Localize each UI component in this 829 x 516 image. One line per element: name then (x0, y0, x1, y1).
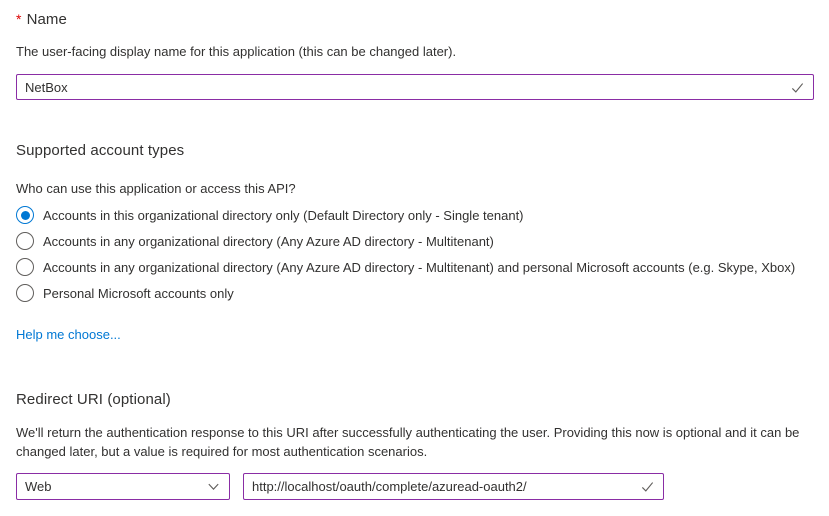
platform-select-value: Web (25, 479, 52, 494)
valid-checkmark-icon (790, 80, 805, 95)
radio-option-personal-only[interactable] (16, 284, 234, 302)
radio-button-icon[interactable] (16, 258, 34, 276)
radio-option-label: Accounts in any organizational directory (Any Azure AD directory - Multitenant) (43, 233, 494, 249)
valid-checkmark-icon (640, 479, 655, 494)
redirect-uri-heading: Redirect URI (optional) (16, 391, 171, 408)
radio-button-icon[interactable] (16, 232, 34, 250)
radio-option-label: Accounts in any organizational directory (Any Azure AD directory - Multitenant) and personal Microsoft accounts (e.g. Skype, Xbox) (43, 259, 796, 275)
help-me-choose-link[interactable]: Help me choose... (16, 327, 121, 342)
chevron-down-icon (206, 479, 221, 494)
account-types-heading: Supported account types (16, 142, 185, 159)
name-section-heading (16, 11, 67, 28)
radio-option-label: Accounts in this organizational directory only (Default Directory only - Single tenant) (43, 207, 524, 223)
redirect-uri-input[interactable] (244, 479, 640, 494)
radio-button-icon[interactable] (16, 284, 34, 302)
radio-option-single-tenant[interactable] (16, 206, 524, 224)
name-label: Name (26, 11, 67, 28)
required-asterisk: * (16, 11, 22, 27)
name-field-container (16, 74, 814, 100)
radio-option-multitenant-personal[interactable] (16, 258, 795, 276)
name-description: The user-facing display name for this application (this can be changed later). (16, 44, 457, 59)
redirect-uri-description: We'll return the authentication response to this URI after successfully authenticating the user. Providing this now is optional and it can be changed later, but a value is required for most authentication scenarios. (16, 425, 800, 459)
radio-option-label: Personal Microsoft accounts only (43, 285, 234, 301)
radio-option-multitenant[interactable] (16, 232, 494, 250)
account-types-question: Who can use this application or access this API? (16, 181, 296, 196)
redirect-uri-field-container (243, 473, 664, 500)
platform-select[interactable] (16, 473, 230, 500)
radio-button-icon[interactable] (16, 206, 34, 224)
name-input[interactable] (17, 80, 790, 95)
